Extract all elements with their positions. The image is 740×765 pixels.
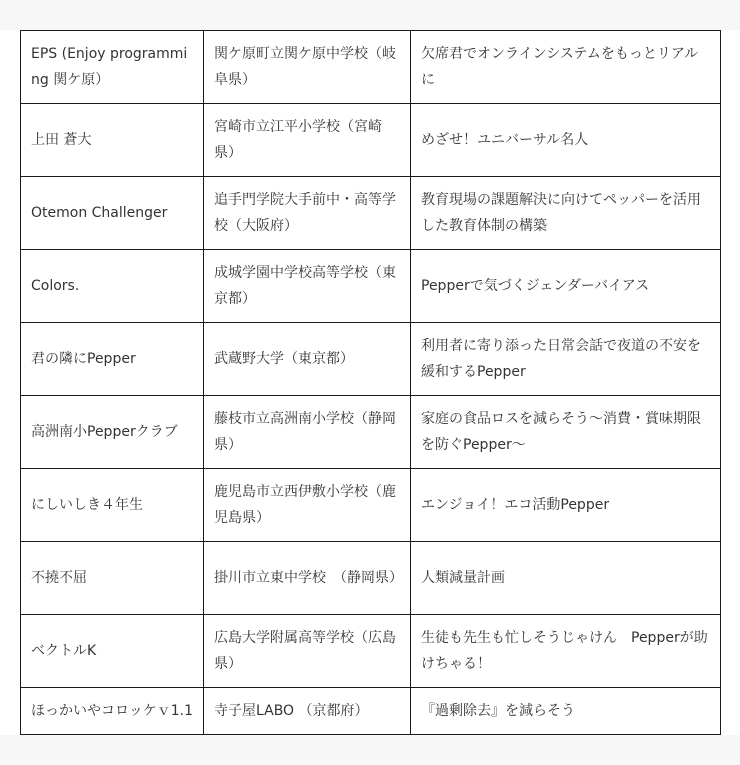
school-cell: 掛川市立東中学校 （静岡県） (204, 542, 411, 615)
page-top-band (0, 0, 740, 30)
table-row (21, 323, 721, 396)
table-row (21, 542, 721, 615)
table-row (21, 104, 721, 177)
school-cell: 関ケ原町立関ケ原中学校（岐阜県） (204, 31, 411, 104)
entries-table-container (20, 30, 720, 735)
team-name-cell: 高洲南小Pepperクラブ (21, 396, 204, 469)
table-row (21, 31, 721, 104)
table-row (21, 177, 721, 250)
team-name-cell: 君の隣にPepper (21, 323, 204, 396)
team-name-cell: EPS (Enjoy programming 関ケ原） (21, 31, 204, 104)
project-title-cell: 家庭の食品ロスを減らそう〜消費・賞味期限を防ぐPepper〜 (411, 396, 721, 469)
table-row (21, 688, 721, 735)
team-name-cell: Otemon Challenger (21, 177, 204, 250)
project-title-cell: めざせ！ユニバーサル名人 (411, 104, 721, 177)
project-title-cell: 人類減量計画 (411, 542, 721, 615)
school-cell: 武蔵野大学（東京都） (204, 323, 411, 396)
project-title-cell: 『過剰除去』を減らそう (411, 688, 721, 735)
team-name-cell: 上田 蒼大 (21, 104, 204, 177)
project-title-cell: 欠席君でオンラインシステムをもっとリアルに (411, 31, 721, 104)
school-cell: 藤枝市立高洲南小学校（静岡県） (204, 396, 411, 469)
school-cell: 鹿児島市立西伊敷小学校（鹿児島県） (204, 469, 411, 542)
table-row (21, 250, 721, 323)
page-bottom-band (0, 735, 740, 765)
team-name-cell: ベクトルK (21, 615, 204, 688)
team-name-cell: ほっかいやコロッケｖ1.1 (21, 688, 204, 735)
entries-table (20, 30, 721, 735)
table-row (21, 396, 721, 469)
project-title-cell: 生徒も先生も忙しそうじゃけん Pepperが助けちゃる！ (411, 615, 721, 688)
school-cell: 追手門学院大手前中・高等学校（大阪府） (204, 177, 411, 250)
project-title-cell: Pepperで気づくジェンダーバイアス (411, 250, 721, 323)
school-cell: 成城学園中学校高等学校（東京都） (204, 250, 411, 323)
team-name-cell: Colors. (21, 250, 204, 323)
project-title-cell: 教育現場の課題解決に向けてペッパーを活用した教育体制の構築 (411, 177, 721, 250)
school-cell: 広島大学附属高等学校（広島県） (204, 615, 411, 688)
table-row (21, 615, 721, 688)
project-title-cell: エンジョイ！エコ活動Pepper (411, 469, 721, 542)
table-row (21, 469, 721, 542)
team-name-cell: 不撓不屈 (21, 542, 204, 615)
project-title-cell: 利用者に寄り添った日常会話で夜道の不安を緩和するPepper (411, 323, 721, 396)
team-name-cell: にしいしき４年生 (21, 469, 204, 542)
school-cell: 宮崎市立江平小学校（宮崎県） (204, 104, 411, 177)
school-cell: 寺子屋LABO （京都府） (204, 688, 411, 735)
